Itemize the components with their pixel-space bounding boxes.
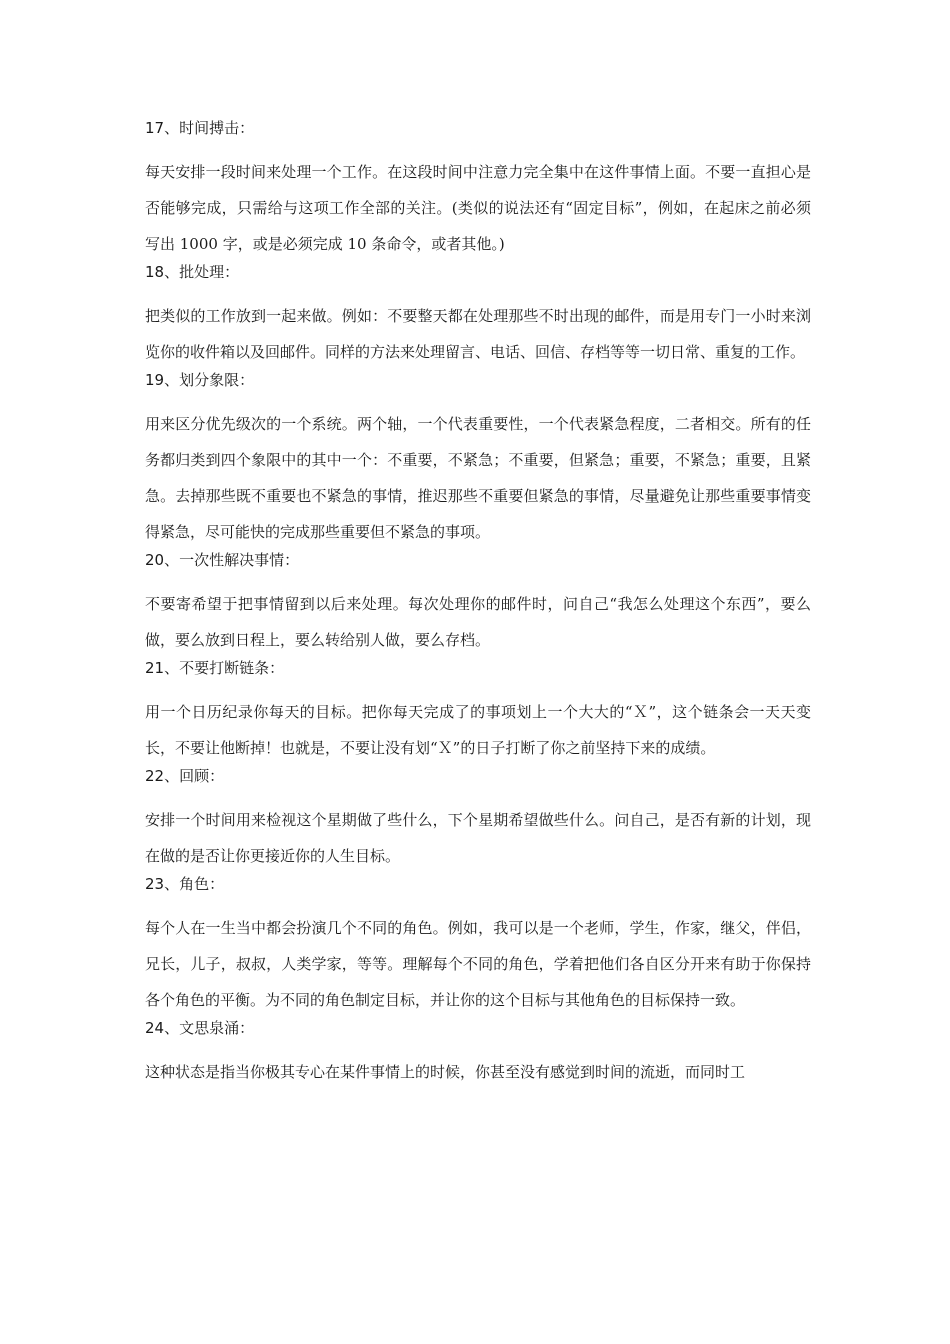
section-heading-23: 23、角色： bbox=[145, 875, 225, 893]
section-body-21: 用一个日历纪录你每天的目标。把你每天完成了的事项划上一个大大的“Ｘ”，这个链条会一天天变长，不要让他断掉！也就是，不要让没有划“Ｘ”的日子打断了你之前坚持下来的成绩。 bbox=[145, 703, 811, 757]
section-body-20: 不要寄希望于把事情留到以后来处理。每次处理你的邮件时，问自己“我怎么处理这个东西”，要么做，要么放到日程上，要么转给别人做，要么存档。 bbox=[145, 595, 811, 649]
section-body-19: 用来区分优先级次的一个系统。两个轴，一个代表重要性，一个代表紧急程度，二者相交。所有的任务都归类到四个象限中的其中一个：不重要，不紧急；不重要，但紧急；重要，不紧急；重要，且紧急。去掉那些既不重要也不紧急的事情，推迟那些不重要但紧急的事情，尽量避免让那些重要事情变得紧急，尽可能快的完成那些重要但不紧急的事项。 bbox=[145, 415, 811, 541]
section-body-17: 每天安排一段时间来处理一个工作。在这段时间中注意力完全集中在这件事情上面。不要一直担心是否能够完成，只需给与这项工作全部的关注。(类似的说法还有“固定目标”，例如，在起床之前必须写出 1000 字，或是必须完成 10 条命令，或者其他。) bbox=[145, 163, 811, 253]
section-heading-22: 22、回顾： bbox=[145, 767, 225, 785]
section-heading-24: 24、文思泉涌： bbox=[145, 1019, 255, 1037]
section-heading-18: 18、批处理： bbox=[145, 263, 240, 281]
section-heading-20: 20、一次性解决事情： bbox=[145, 551, 300, 569]
section-body-23: 每个人在一生当中都会扮演几个不同的角色。例如，我可以是一个老师，学生，作家，继父，伴侣，兄长，儿子，叔叔，人类学家，等等。理解每个不同的角色，学着把他们各自区分开来有助于你保持各个角色的平衡。为不同的角色制定目标，并让你的这个目标与其他角色的目标保持一致。 bbox=[145, 919, 811, 1009]
section-body-24: 这种状态是指当你极其专心在某件事情上的时候，你甚至没有感觉到时间的流逝，而同时工 bbox=[145, 1063, 746, 1081]
section-heading-17: 17、时间搏击： bbox=[145, 119, 255, 137]
section-body-18: 把类似的工作放到一起来做。例如：不要整天都在处理那些不时出现的邮件，而是用专门一小时来浏览你的收件箱以及回邮件。同样的方法来处理留言、电话、回信、存档等等一切日常、重复的工作。 bbox=[145, 307, 811, 361]
section-heading-19: 19、划分象限： bbox=[145, 371, 255, 389]
document-page bbox=[145, 118, 811, 1090]
section-body-22: 安排一个时间用来检视这个星期做了些什么，下个星期希望做些什么。问自己，是否有新的计划，现在做的是否让你更接近你的人生目标。 bbox=[145, 811, 811, 865]
section-heading-21: 21、不要打断链条： bbox=[145, 659, 285, 677]
